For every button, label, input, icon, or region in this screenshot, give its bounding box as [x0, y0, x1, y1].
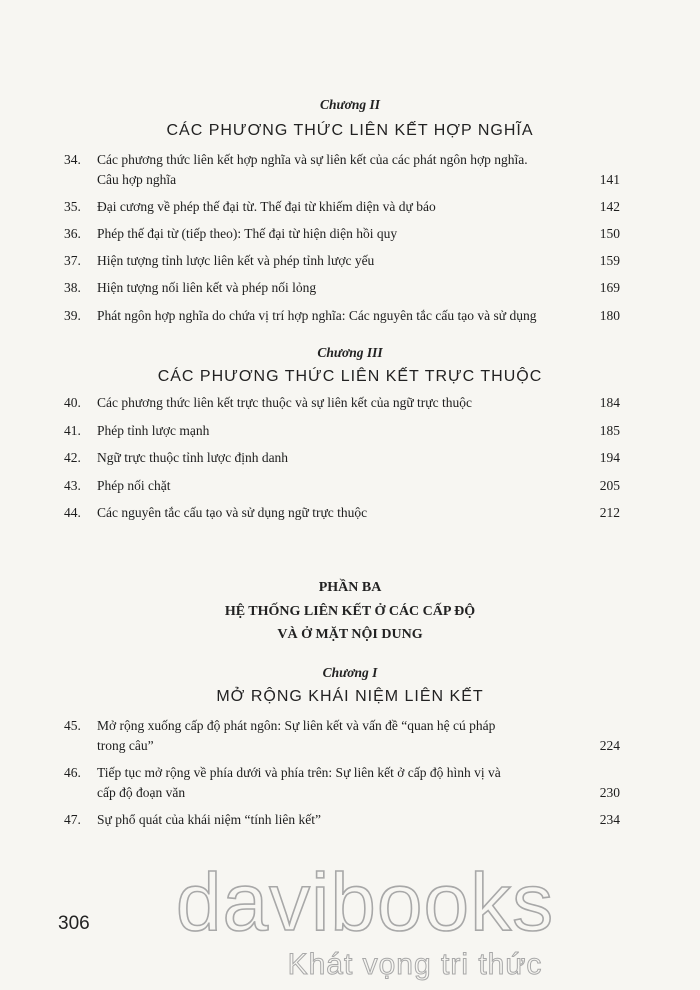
- entry-text: Phép tỉnh lược mạnh: [97, 423, 210, 438]
- toc-entry-41: [64, 421, 620, 441]
- entry-number: 42.: [64, 450, 81, 465]
- entry-page: 185: [599, 423, 620, 438]
- chapter-label: Chương III: [317, 345, 383, 360]
- toc-entry-36: [64, 224, 620, 244]
- entry-text: Hiện tượng tỉnh lược liên kết và phép tỉnh lược yếu: [97, 253, 375, 268]
- chapter-label: Chương I: [322, 665, 378, 680]
- entry-text: Phát ngôn hợp nghĩa do chứa vị trí hợp nghĩa: Các nguyên tắc cấu tạo và sử dụng: [97, 308, 537, 323]
- entry-text: Phép nối chặt: [97, 478, 171, 493]
- entry-page: 159: [599, 253, 620, 268]
- entry-page: 169: [599, 280, 620, 295]
- toc-entry-42: [64, 448, 620, 468]
- entry-page: 142: [599, 199, 620, 214]
- entry-number: 43.: [64, 478, 81, 493]
- toc-entry-46: [64, 763, 620, 803]
- entry-page: 212: [599, 505, 620, 520]
- entry-text: Hiện tượng nối liên kết và phép nối lỏng: [97, 280, 317, 295]
- chapter-title: CÁC PHƯƠNG THỨC LIÊN KẾT TRỰC THUỘC: [157, 368, 543, 385]
- entry-text: Câu hợp nghĩa: [97, 172, 177, 187]
- toc-entry-37: [64, 251, 620, 271]
- part-title-line1: HỆ THỐNG LIÊN KẾT Ở CÁC CẤP ĐỘ: [224, 604, 476, 619]
- entry-page: 230: [599, 785, 620, 800]
- chapter-title: CÁC PHƯƠNG THỨC LIÊN KẾT HỢP NGHĨA: [166, 122, 534, 139]
- entry-number: 40.: [64, 395, 81, 410]
- entry-page: 224: [599, 738, 620, 753]
- entry-number: 44.: [64, 505, 81, 520]
- entry-text: Đại cương về phép thế đại từ. Thế đại từ khiếm diện và dự báo: [97, 199, 436, 214]
- entry-number: 37.: [64, 253, 81, 268]
- toc-entry-45: [64, 716, 620, 756]
- entry-text: Các phương thức liên kết trực thuộc và sự liên kết của ngữ trực thuộc: [97, 395, 472, 410]
- entry-page: 234: [599, 812, 620, 827]
- toc-entry-40: [64, 393, 620, 413]
- entry-page: 180: [599, 308, 620, 323]
- entry-number: 41.: [64, 423, 81, 438]
- entry-page: 205: [599, 478, 620, 493]
- entry-number: 47.: [64, 812, 81, 827]
- entry-number: 39.: [64, 308, 81, 323]
- entry-text: Các nguyên tắc cấu tạo và sử dụng ngữ trực thuộc: [97, 505, 368, 520]
- entry-text: Các phương thức liên kết hợp nghĩa và sự liên kết của các phát ngôn hợp nghĩa.: [97, 152, 528, 167]
- part-title-line2: VÀ Ở MẶT NỘI DUNG: [277, 627, 423, 642]
- entry-text: cấp độ đoạn văn: [97, 785, 186, 800]
- entry-text: Tiếp tục mở rộng về phía dưới và phía trên: Sự liên kết ở cấp độ hình vị và: [97, 765, 501, 780]
- chapter-title: MỞ RỘNG KHÁI NIỆM LIÊN KẾT: [216, 688, 484, 705]
- toc-entry-43: [64, 476, 620, 496]
- entry-text: Mở rộng xuống cấp độ phát ngôn: Sự liên kết và vấn đề “quan hệ cú pháp: [97, 718, 496, 733]
- entry-text: Sự phổ quát của khái niệm “tính liên kết”: [97, 812, 322, 827]
- watermark-brand: davibooks: [175, 857, 555, 948]
- part-label: PHẦN BA: [318, 580, 382, 595]
- toc-entry-47: [64, 810, 620, 830]
- watermark-tagline: Khát vọng tri thức: [287, 948, 543, 981]
- entry-text: Phép thế đại từ (tiếp theo): Thế đại từ hiện diện hồi quy: [97, 226, 398, 241]
- entry-number: 45.: [64, 718, 81, 733]
- toc-entry-34: [64, 150, 620, 190]
- toc-entry-44: [64, 503, 620, 523]
- toc-entry-38: [64, 278, 620, 298]
- entry-page: 194: [599, 450, 620, 465]
- entry-text: Ngữ trực thuộc tỉnh lược định danh: [97, 450, 289, 465]
- chapter-label: Chương II: [320, 97, 380, 112]
- entry-number: 46.: [64, 765, 81, 780]
- entry-number: 34.: [64, 152, 81, 167]
- entry-page: 184: [599, 395, 620, 410]
- entry-page: 141: [599, 172, 620, 187]
- page-number: 306: [58, 913, 90, 934]
- entry-text: trong câu”: [97, 738, 154, 753]
- entry-number: 38.: [64, 280, 81, 295]
- entry-page: 150: [599, 226, 620, 241]
- entry-number: 35.: [64, 199, 81, 214]
- toc-entry-39: [64, 306, 620, 326]
- toc-entry-35: [64, 197, 620, 217]
- entry-number: 36.: [64, 226, 81, 241]
